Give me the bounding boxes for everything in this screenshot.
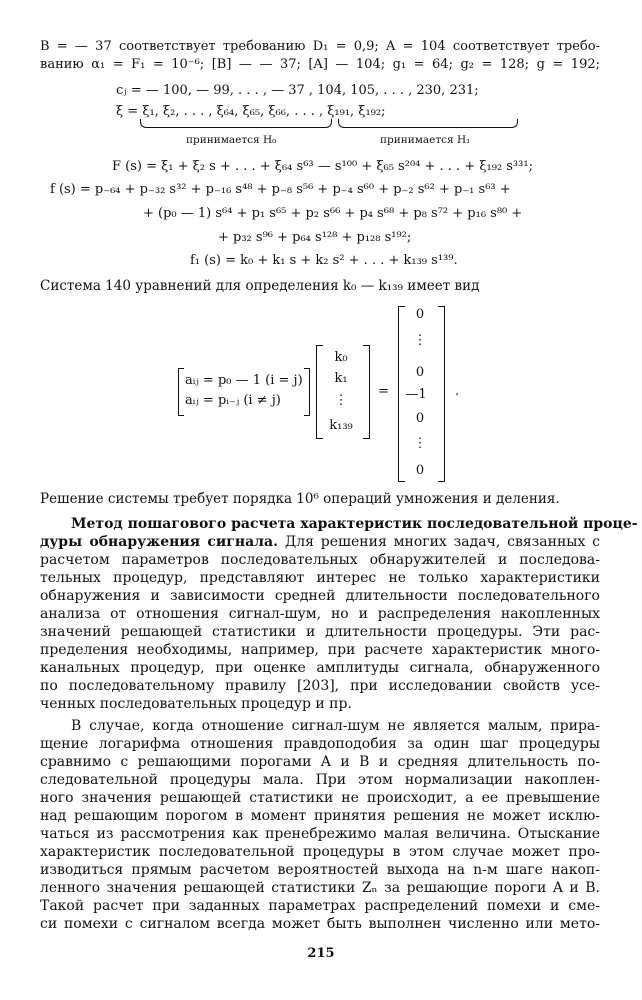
- rhs-entry: 0: [415, 411, 425, 426]
- section-heading-end: дуры обнаружения сигнала.: [40, 534, 278, 550]
- text-line: чаться из рассмотрения как пренебрежимо малая величина. Отыскание: [40, 826, 600, 842]
- rhs-entry: 0: [415, 463, 425, 478]
- text-line: над решающим порогом в момент принятия решения не может исклю-: [40, 808, 600, 824]
- formula-F: F (s) = ξ₁ + ξ₂ s + . . . + ξ₆₄ s⁶³ — s¹⁰⁰ + ξ₆₅ s²⁰⁴ + . . . + ξ₁₉₂ s³³¹;: [112, 159, 533, 174]
- rhs-entry: ⋮: [413, 436, 427, 451]
- formula-f1: f₁ (s) = k₀ + k₁ s + k₂ s² + . . . + k₁₃₉ s¹³⁹.: [190, 253, 458, 268]
- text-line: B = — 37 соответствует требованию D₁ = 0,9; A = 104 соответствует требо-: [40, 39, 600, 54]
- text-line: ченных последовательных процедур и пр.: [40, 696, 352, 712]
- text-line: обнаружения и зависимости средней длительности последовательного: [40, 588, 600, 604]
- formula-f-line1: f (s) = p₋₆₄ + p₋₃₂ s³² + p₋₁₆ s⁴⁸ + p₋₈ s⁵⁶ + p₋₄ s⁶⁰ + p₋₂ s⁶² + p₋₁ s⁶³ +: [50, 182, 511, 197]
- section-heading: Метод пошагового расчета характеристик последовательной проце-: [71, 516, 638, 532]
- system-intro: Система 140 уравнений для определения k₀ — k₁₃₉ имеет вид: [40, 278, 480, 294]
- text-line: ленного значения решающей статистики Zₙ за решающие пороги A и B.: [40, 880, 600, 896]
- k-vector-entry: k₁₃₉: [329, 418, 353, 433]
- matrix-a-left-bracket: [178, 368, 184, 416]
- brace-label-h1: принимается H₁: [380, 134, 471, 146]
- text-line: Такой расчет при заданных параметрах распределений помехи и сме-: [40, 898, 600, 914]
- text-run: Для решения многих задач, связанных с: [278, 534, 601, 550]
- text-line: по последовательному правилу [203], при исследовании свойств усе-: [40, 678, 600, 694]
- rhs-entry: 0: [415, 307, 425, 322]
- equals-sign: =: [378, 384, 389, 399]
- text-line: значений решающей статистики и длительности процедуры. Эти рас-: [40, 624, 600, 640]
- text-line: си помехи с сигналом всегда может быть выполнен численно или мето-: [40, 916, 600, 932]
- matrix-end-dot: .: [455, 384, 460, 399]
- text-line: ванию α₁ = F₁ = 10⁻⁶; [B] — — 37; [A] — 104; g₁ = 64; g₂ = 128; g = 192;: [40, 57, 600, 72]
- text-line: [40, 533, 600, 551]
- rhs-entry: —1: [405, 387, 427, 402]
- rhs-entry: 0: [415, 365, 425, 380]
- k-vector-entry: ⋮: [334, 393, 348, 408]
- text-line: расчетом параметров последовательных обнаружителей и последова-: [40, 552, 600, 568]
- page-number: 215: [307, 946, 335, 961]
- text-line: характеристик последовательной процедуры в этом случае может про-: [40, 844, 600, 860]
- text-line: ного значения решающей статистики не происходит, а ее превышение: [40, 790, 600, 806]
- formula-f-line3: + p₃₂ s⁹⁶ + p₆₄ s¹²⁸ + p₁₂₈ s¹⁹²;: [218, 230, 412, 245]
- text-line: щение логарифма отношения правдоподобия за один шаг процедуры: [40, 736, 600, 752]
- underbrace-h1: [338, 119, 518, 128]
- cj-sequence: cⱼ = — 100, — 99, . . . , — 37 , 104, 105, . . . , 230, 231;: [116, 83, 479, 98]
- text-line: тельных процедур, представляют интерес не только характеристики: [40, 570, 600, 586]
- matrix-a-right-bracket: [304, 368, 310, 416]
- text-line: В случае, когда отношение сигнал-шум не является малым, прира-: [71, 718, 600, 734]
- underbrace-h0: [140, 119, 332, 128]
- brace-label-h0: принимается H₀: [186, 134, 277, 146]
- xi-sequence: ξ = ξ₁, ξ₂, . . . , ξ₆₄, ξ₆₅, ξ₆₆, . . . , ξ₁₉₁, ξ₁₉₂;: [116, 104, 386, 119]
- matrix-a-row: aᵢⱼ = pᵢ₋ⱼ (i ≠ j): [185, 393, 281, 408]
- text-line: изводиться прямым расчетом вероятностей выхода на n-м шаге накоп-: [40, 862, 600, 878]
- k-vector-entry: k₀: [334, 350, 348, 365]
- text-line: анализа от отношения сигнал-шум, но и распределения накопленных: [40, 606, 600, 622]
- matrix-a-row: aᵢⱼ = p₀ — 1 (i = j): [185, 373, 303, 388]
- text-line: сравнимо с решающими порогами A и B и средняя длительность по-: [40, 754, 600, 770]
- k-vector-entry: k₁: [334, 371, 348, 386]
- text-line: пределения необходимы, например, при расчете характеристик много-: [40, 642, 600, 658]
- formula-f-line2: + (p₀ — 1) s⁶⁴ + p₁ s⁶⁵ + p₂ s⁶⁶ + p₄ s⁶⁸ + p₈ s⁷² + p₁₆ s⁸⁰ +: [143, 206, 523, 221]
- text-line: канальных процедур, при оценке амплитуды сигнала, обнаруженного: [40, 660, 600, 676]
- solution-sentence: Решение системы требует порядка 10⁶ операций умножения и деления.: [40, 491, 560, 507]
- rhs-entry: ⋮: [413, 333, 427, 348]
- text-line: следовательной процедуры мала. При этом нормализации накоплен-: [40, 772, 600, 788]
